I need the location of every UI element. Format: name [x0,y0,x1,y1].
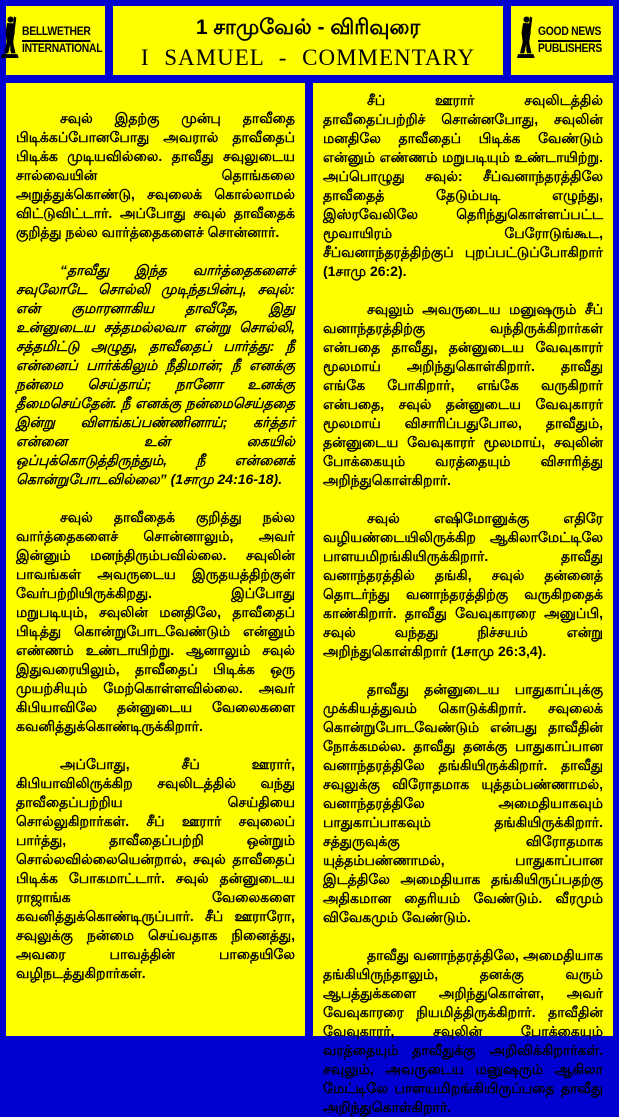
paragraph: சவுலும் அவருடைய மனுஷரும் சீப் வனாந்தரத்திற்கு வந்திருக்கிறார்கள் என்பதை தாவீது, தன்னுடைய வேவுகாரர் மூலமாய் அறிந்துகொள்கிறார். தாவீது எங்கே போகிறார், எங்கே வருகிறார் என்பதை, சவுல் தன்னுடைய வேவுகாரர் மூலமாய் விசாரிப்பதுபோல, தாவீதும், தன்னுடைய வேவுகாரர் மூலமாய், சவுலின் போக்கையும் வரத்தையும் விசாரித்து அறிந்துகொள்கிறார். [323,301,603,488]
bellwether-logo-text [22,25,102,56]
bellwether-subname: INTERNATIONAL [22,43,103,55]
scripture-quote-paragraph: “தாவீது இந்த வார்த்தைகளைச் சவுலோடே சொல்லி முடிந்தபின்பு, சவுல்: என் குமாரனாகிய தாவீதே, இது உன்னுடைய சத்தமல்லவா என்று சொல்லி, சத்தமிட்டு அழுது, தாவீதைப் பார்த்து: நீ என்னைப் பார்க்கிலும் நீதிமான்; நீ எனக்கு நன்மை செய்தாய்; நானோ உனக்கு தீமைசெய்தேன். நீ எனக்கு நன்மைசெய்ததை இன்று விளங்கப்பண்ணினாய்; கர்த்தர் என்னை உன் கையில் ஒப்புக்கொடுத்திருந்தும், நீ என்னைக் கொன்றுபோடவில்லை” (1சாமு 24:16-18). [16,262,295,487]
left-column [6,83,305,1036]
publisher-subname: PUBLISHERS [537,43,602,55]
bellwether-logo [6,6,105,75]
bellwether-name: BELLWETHER [22,25,91,42]
publisher-name: GOOD NEWS [538,25,601,42]
paragraph: சீப் ஊரார் சவுலிடத்தில் தாவீதைப்பற்றிச் சொன்னபோது, சவுலின் மனதிலே தாவீதைப் பிடிக்க வேண்டும் என்னும் எண்ணம் மறுபடியும் உண்டாயிற்று. அப்பொழுது சவுல்: சீப்வனாந்தரத்திலே தாவீதைத் தேடும்படி எழுந்து, இஸ்ரவேலிலே தெரிந்துகொள்ளப்பட்ட மூவாயிரம் பேரோடுங்கூட, சீப்வனாந்தரத்திற்குப் புறப்பட்டுப்போகிறார் (1சாமு 26:2). [323,92,603,279]
publisher-figure-icon [515,12,535,69]
publisher-logo-text [538,25,602,56]
paragraph: தாவீது தன்னுடைய பாதுகாப்புக்கு முக்கியத்துவம் கொடுக்கிறார். சவுலைக் கொன்றுபோடவேண்டும் என்பது தாவீதின் நோக்கமல்ல. தாவீது தனக்கு பாதுகாப்பான வனாந்தரத்திலே தங்கியிருக்கிறார். தாவீது சவுலுக்கு விரோதமாக யுத்தம்பண்ணாமல், வனாந்தரத்திலே அமைதியாகவும் பாதுகாப்பாகவும் தங்கியிருக்கிறார். சத்துருவுக்கு விரோதமாக யுத்தம்பண்ணாமல், பாதுகாப்பான இடத்திலே அமைதியாக தங்கியிருப்பதற்கு அதிகமான தைரியம் வேண்டும். வீரமும் விவேகமும் வேண்டும். [323,681,603,925]
right-column [313,83,613,1115]
paragraph: அப்போது, சீப் ஊரார், கிபியாவிலிருக்கிற சவுலிடத்தில் வந்து தாவீதைப்பற்றிய செய்தியை சொல்லுகிறார்கள். சீப் ஊரார் சவுலைப் பார்த்து, தாவீதைப்பற்றி ஒன்றும் சொல்லவில்லையென்றால், சவுல் தாவீதைப் பிடிக்க போகமாட்டார். சவுல் தன்னுடைய ராஜாங்க வேலைகளை கவனித்துக்கொண்டிருப்பார். சீப் ஊராரோ, சவுலுக்கு நன்மை செய்வதாக நினைத்து, அவரை பாவத்தின் பாதையிலே வழிநடத்துகிறார்கள். [16,756,295,981]
paragraph: சவுல் எஷிமோனுக்கு எதிரே வழியண்டையிலிருக்கிற ஆகிலாமேட்டிலே பாளயமிறங்கியிருக்கிறார். தாவீது வனாந்தரத்தில் தங்கி, சவுல் தன்னைத் தொடர்ந்து வனாந்தரத்திற்கு வருகிறதைக் காண்கிறார். தாவீது வேவுகாரரை அனுப்பி, சவுல் வந்தது நிச்சயம் என்று அறிந்துகொள்கிறார் (1சாமு 26:3,4). [323,510,603,659]
page-title-english: I SAMUEL - COMMENTARY [140,45,476,70]
paragraph: சவுல் இதற்கு முன்பு தாவீதை பிடிக்கப்போனபோது அவரால் தாவீதைப் பிடிக்க முடியவில்லை. தாவீது சவுலுடைய சால்வையின் தொங்கலை அறுத்துக்கொண்டு, சவுலைக் கொல்லாமல் விட்டுவிட்டார். அப்போது சவுல் தாவீதைக் குறித்து நல்ல வார்த்தைகளைச் சொன்னார். [16,110,295,240]
page-title-tamil: 1 சாமுவேல் - விரிவுரை [195,16,421,39]
paragraph: சவுல் தாவீதைக் குறித்து நல்ல வார்த்தைகளைச் சொன்னாலும், அவர் இன்னும் மனந்திரும்பவில்லை. சவுலின் பாவங்கள் அவருடைய இருதயத்திற்குள் வேர்பற்றியிருக்கிறது. இப்போது மறுபடியும், சவுலின் மனதிலே, தாவீதைப் பிடித்து கொன்றுபோடவேண்டும் என்னும் எண்ணம் உண்டாயிற்று. ஆனாலும் சவுல் இதுவரையிலும், தாவீதைப் பிடிக்க ஒரு முயற்சியும் மேற்கொள்ளவில்லை. அவர் கிபியாவிலே தன்னுடைய வேலைகளை கவனித்துக்கொண்டிருக்கிறார். [16,509,295,734]
title-block [113,6,503,75]
good-news-publishers-logo [511,6,613,75]
paragraph: தாவீது வனாந்தரத்திலே, அமைதியாக தங்கியிருந்தாலும், தனக்கு வரும் ஆபத்துக்களை அறிந்துகொள்ள, அவர் வேவுகாரரை நியமித்திருக்கிறார். தாவீதின் வேவுகாரர், சவுலின் போக்கையும் வரத்தையும் தாவீதுக்கு அறிவிக்கிறார்கள். சவுலும், அவருடைய மனுஷரும் ஆகிலா மேட்டிலே பாளயமிறங்கியிருப்பதை தாவீது அறிந்துகொள்கிறார். [323,947,603,1115]
bellwether-figure-icon [0,12,19,69]
